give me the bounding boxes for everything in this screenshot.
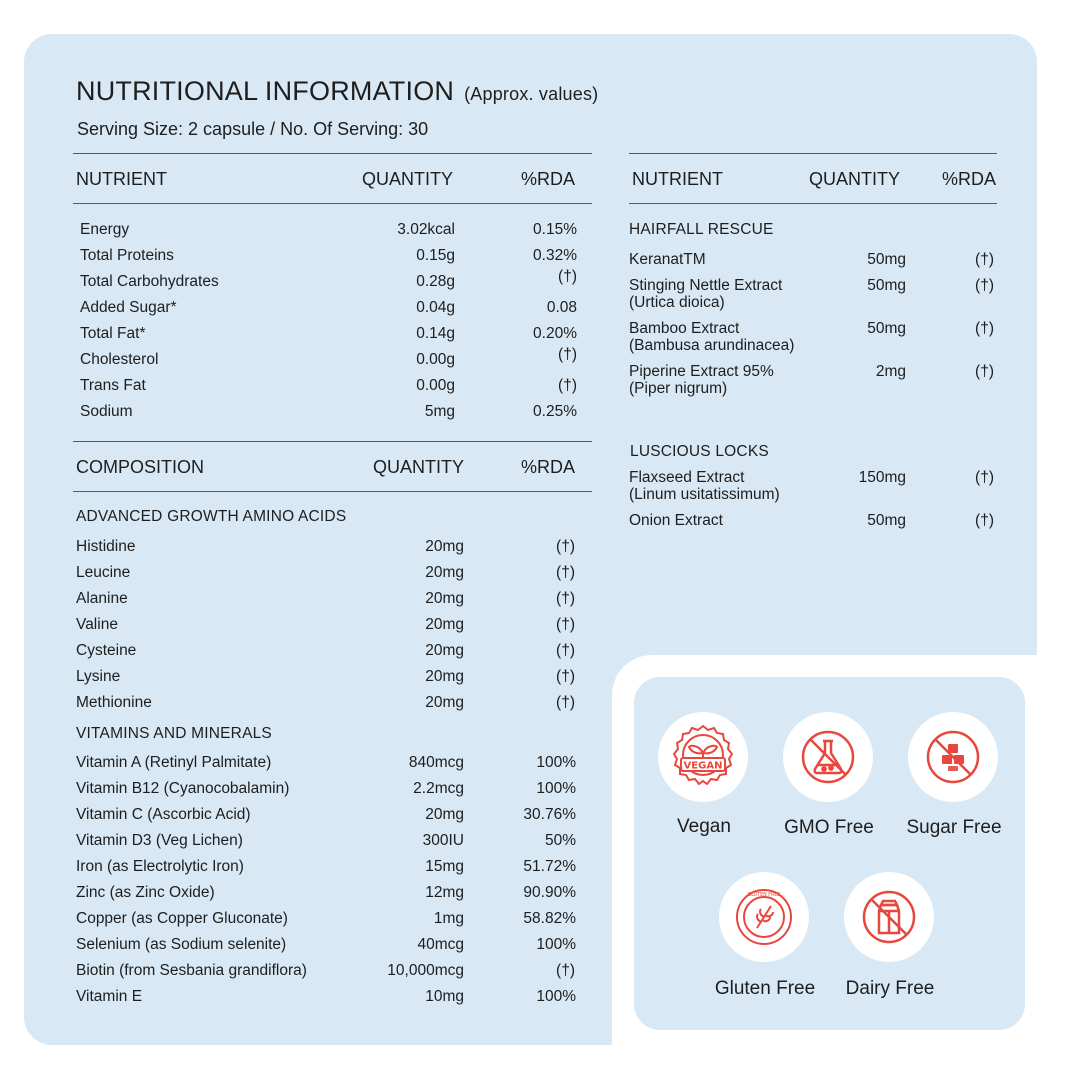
ingredient-name: Piperine Extract 95% [629, 363, 774, 380]
composition-name: Leucine [76, 564, 131, 581]
composition-quantity: 20mg [425, 538, 464, 555]
ingredient-quantity: 50mg [867, 320, 906, 337]
ingredient-rda: (†) [975, 469, 994, 486]
badge-label-gmo-free: GMO Free [784, 817, 874, 838]
composition-rda: (†) [556, 564, 575, 581]
divider [73, 441, 592, 442]
nutrient-quantity: 0.00g [416, 351, 455, 368]
serving-size: Serving Size: 2 capsule / No. Of Serving: 30 [77, 119, 429, 139]
nutrient-quantity: 0.00g [416, 377, 455, 394]
section-title: LUSCIOUS LOCKS [630, 443, 769, 460]
composition-rda: 58.82% [523, 910, 576, 927]
ingredient-name: Flaxseed Extract [629, 469, 745, 486]
divider [73, 153, 592, 154]
nutrient-rda: 0.15% [533, 221, 577, 238]
vegan-stamp-text: VEGAN [683, 760, 723, 772]
nutrient-name: Sodium [80, 403, 133, 420]
nutrient-name: Energy [80, 221, 130, 238]
composition-quantity: 2.2mcg [413, 780, 464, 797]
composition-rda: 90.90% [523, 884, 576, 901]
nutrient-quantity: 3.02kcal [397, 221, 455, 238]
badge-dairy-free [844, 872, 936, 962]
page-title [76, 76, 598, 107]
col-header-composition: COMPOSITION [76, 457, 205, 477]
nutrient-quantity: 5mg [424, 403, 455, 420]
badge-label-gluten-free: Gluten Free [714, 978, 816, 999]
ingredient-rda: (†) [975, 512, 994, 529]
composition-quantity: 20mg [425, 590, 464, 607]
divider [629, 153, 997, 154]
composition-rda: (†) [556, 642, 575, 659]
col-header-quantity: QUANTITY [362, 169, 454, 189]
composition-name: Vitamin B12 (Cyanocobalamin) [76, 780, 290, 797]
composition-quantity: 300IU [422, 832, 464, 849]
composition-quantity: 10mg [425, 988, 464, 1005]
composition-name: Vitamin E [76, 988, 143, 1005]
ingredient-rda: (†) [975, 277, 994, 294]
badge-gmo-free [783, 712, 875, 802]
gluten-free-wheat-icon [731, 884, 797, 950]
composition-rda: (†) [556, 962, 575, 979]
ingredient-rda: (†) [975, 363, 994, 380]
divider [73, 491, 592, 492]
composition-rda: 51.72% [523, 858, 576, 875]
badge-label-sugar-free: Sugar Free [906, 817, 1002, 838]
composition-rda: (†) [556, 616, 575, 633]
composition-name: Vitamin C (Ascorbic Acid) [76, 806, 251, 823]
composition-quantity: 20mg [425, 642, 464, 659]
composition-rda: 50% [544, 832, 576, 849]
sugar-free-cubes-icon [921, 725, 985, 789]
ingredient-botanical-name: (Linum usitatissimum) [629, 486, 780, 503]
gmo-free-flask-icon [796, 725, 860, 789]
col-header-rda: %RDA [521, 169, 576, 189]
nutrient-name: Total Proteins [80, 247, 174, 264]
col-header-quantity: QUANTITY [373, 457, 465, 477]
ingredient-quantity: 50mg [867, 251, 906, 268]
composition-quantity: 10,000mcg [387, 962, 464, 979]
badge-label-vegan: Vegan [677, 816, 731, 837]
ingredient-name: KeranatTM [629, 251, 706, 268]
col-header-quantity: QUANTITY [809, 169, 901, 189]
nutrient-name: Total Fat* [80, 325, 146, 342]
composition-name: Methionine [76, 694, 152, 711]
composition-rda: 100% [536, 936, 576, 953]
divider [629, 203, 997, 204]
nutrient-rda: (†) [558, 268, 577, 285]
nutrient-name: Total Carbohydrates [80, 273, 219, 290]
composition-rda: (†) [556, 590, 575, 607]
composition-quantity: 20mg [425, 616, 464, 633]
composition-quantity: 20mg [425, 694, 464, 711]
composition-name: Iron (as Electrolytic Iron) [76, 858, 244, 875]
ingredient-botanical-name: (Urtica dioica) [629, 294, 725, 311]
composition-name: Copper (as Copper Gluconate) [76, 910, 288, 927]
nutrient-name: Added Sugar* [80, 299, 177, 316]
composition-quantity: 1mg [433, 910, 464, 927]
composition-quantity: 20mg [425, 564, 464, 581]
nutrient-quantity: 0.04g [416, 299, 455, 316]
ingredient-quantity: 2mg [875, 363, 906, 380]
ingredient-quantity: 50mg [867, 277, 906, 294]
ingredient-name: Stinging Nettle Extract [629, 277, 783, 294]
composition-rda: 100% [536, 754, 576, 771]
badge-vegan [658, 712, 750, 802]
nutrient-quantity: 0.14g [416, 325, 455, 342]
dairy-free-carton-icon [857, 885, 921, 949]
composition-name: Cysteine [76, 642, 137, 659]
composition-rda: 30.76% [523, 806, 576, 823]
composition-name: Valine [76, 616, 118, 633]
section-title: VITAMINS AND MINERALS [76, 725, 272, 742]
col-header-rda: %RDA [942, 169, 997, 189]
composition-rda: 100% [536, 780, 576, 797]
composition-quantity: 40mcg [417, 936, 464, 953]
composition-rda: (†) [556, 668, 575, 685]
ingredient-rda: (†) [975, 320, 994, 337]
nutrient-name: Trans Fat [80, 377, 146, 394]
title-text: NUTRITIONAL INFORMATION [76, 76, 455, 106]
composition-name: Vitamin A (Retinyl Palmitate) [76, 754, 272, 771]
composition-name: Biotin (from Sesbania grandiflora) [76, 962, 307, 979]
nutrient-name: Cholesterol [80, 351, 159, 368]
badge-label-dairy-free: Dairy Free [845, 978, 935, 999]
composition-name: Lysine [76, 668, 121, 685]
ingredient-quantity: 150mg [858, 469, 906, 486]
nutrient-rda: 0.08 [546, 299, 577, 316]
divider [73, 203, 592, 204]
ingredient-botanical-name: (Piper nigrum) [629, 380, 728, 397]
section-title: ADVANCED GROWTH AMINO ACIDS [76, 508, 347, 525]
approx-values-note: (Approx. values) [464, 84, 599, 104]
nutrient-rda: 0.20% [533, 325, 577, 342]
ingredient-rda: (†) [975, 251, 994, 268]
composition-name: Histidine [76, 538, 136, 555]
composition-rda: 100% [536, 988, 576, 1005]
composition-name: Alanine [76, 590, 128, 607]
composition-name: Zinc (as Zinc Oxide) [76, 884, 215, 901]
section-title: HAIRFALL RESCUE [629, 221, 774, 238]
vegan-seal-icon [667, 721, 739, 793]
ingredient-name: Onion Extract [629, 512, 723, 529]
nutrient-rda: 0.25% [533, 403, 577, 420]
col-header-rda: %RDA [521, 457, 576, 477]
col-header-nutrient: NUTRIENT [76, 169, 167, 189]
composition-name: Selenium (as Sodium selenite) [76, 936, 287, 953]
gluten-free-stamp-text: GLUTEN FREE [747, 893, 781, 898]
composition-quantity: 840mcg [408, 754, 464, 771]
composition-quantity: 20mg [425, 806, 464, 823]
composition-quantity: 20mg [425, 668, 464, 685]
ingredient-name: Bamboo Extract [629, 320, 740, 337]
nutrient-rda: (†) [558, 377, 577, 394]
composition-quantity: 15mg [425, 858, 464, 875]
composition-name: Vitamin D3 (Veg Lichen) [76, 832, 243, 849]
ingredient-quantity: 50mg [867, 512, 906, 529]
composition-rda: (†) [556, 694, 575, 711]
badge-gluten-free [719, 872, 811, 962]
nutrient-rda: (†) [558, 346, 577, 363]
nutrient-rda: 0.32% [533, 247, 577, 264]
col-header-nutrient: NUTRIENT [632, 169, 723, 189]
nutrient-quantity: 0.28g [416, 273, 455, 290]
badge-sugar-free [908, 712, 1000, 802]
ingredient-botanical-name: (Bambusa arundinacea) [629, 337, 795, 354]
nutrient-quantity: 0.15g [416, 247, 455, 264]
composition-rda: (†) [556, 538, 575, 555]
composition-quantity: 12mg [425, 884, 464, 901]
